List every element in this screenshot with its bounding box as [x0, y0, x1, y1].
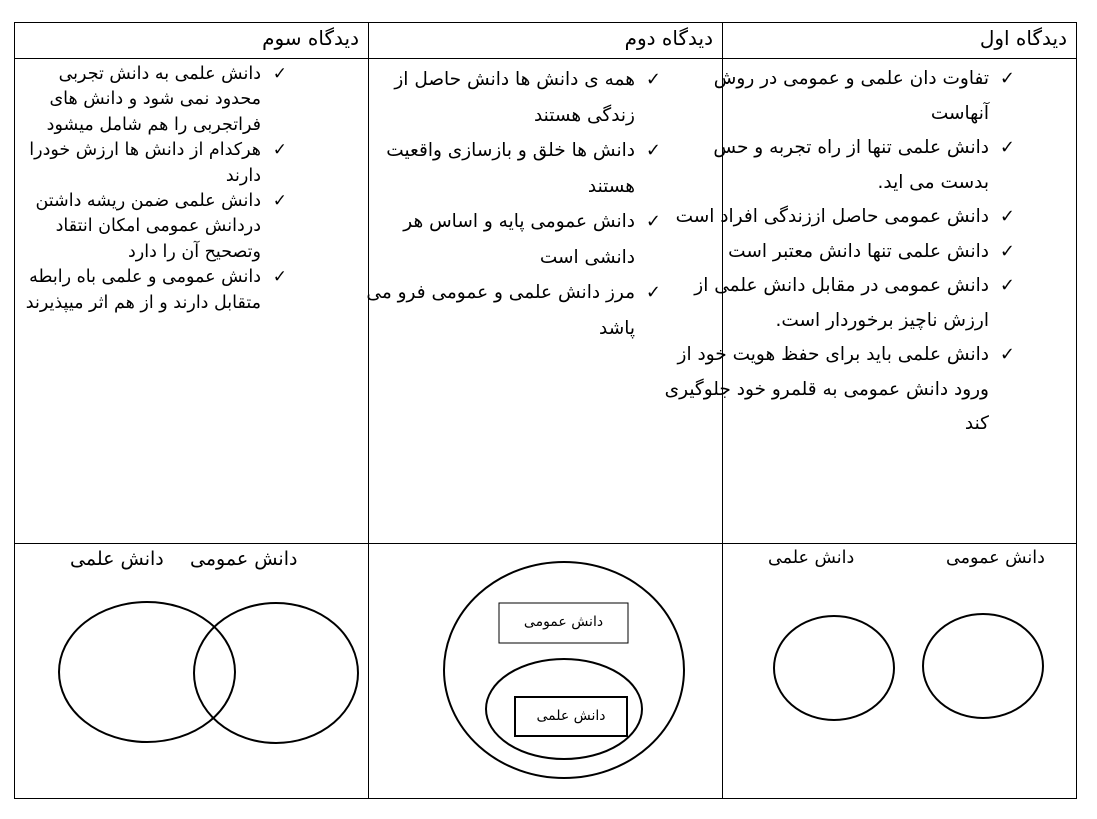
check-icon: ✓: [999, 240, 1015, 262]
header-second-view: دیدگاه دوم: [624, 26, 713, 50]
list-item: ✓ دانش عمومی و علمی باه رابطه متقابل دارند و از هم اثر میپذیرند: [25, 267, 287, 313]
check-icon: ✓: [645, 211, 661, 232]
second-diagram-outer-ellipse: [444, 562, 684, 778]
third-diagram-public-circle: [59, 602, 235, 742]
header-first-view: دیدگاه اول: [979, 26, 1067, 50]
list-item: ✓ دانش عمومی در مقابل دانش علمی از ارزش ناچیز برخوردار است.: [659, 269, 1015, 338]
first-diagram-public-circle: [923, 614, 1043, 718]
check-icon: ✓: [999, 206, 1015, 227]
list-item: ✓ هرکدام از دانش ها ارزش خودرا دارند: [29, 140, 287, 186]
list-item: ✓ دانش علمی تنها دانش معتبر است: [659, 235, 1015, 270]
second-diagram-scientific-label: دانش علمی: [536, 708, 606, 724]
header-third-view: دیدگاه سوم: [262, 26, 359, 50]
first-diagram-scientific-circle: [774, 616, 894, 720]
check-icon: ✓: [272, 191, 287, 212]
first-diagram-label-scientific: دانش علمی: [768, 548, 855, 568]
check-icon: ✓: [999, 275, 1015, 296]
list-item: ✓ دانش علمی ضمن ریشه داشتن دردانش عمومی امکان انتقاد وتصحیح آن را دارد: [35, 191, 287, 262]
list-item: ✓ دانش علمی تنها از راه تجربه و حس بدست می اید.: [659, 131, 1015, 200]
list-item: ✓ مرز دانش علمی و عمومی فرو می پاشد: [361, 275, 661, 346]
list-item: ✓ تفاوت دان علمی و عمومی در روش آنهاست: [659, 62, 1015, 131]
list-item: ✓ دانش ها خلق و بازسازی واقعیت هستند: [361, 133, 661, 204]
check-icon: ✓: [645, 69, 661, 90]
third-diagram-label-scientific: دانش علمی: [70, 548, 164, 570]
list-item: ✓ همه ی دانش ها دانش حاصل از زندگی هستند: [361, 62, 661, 133]
check-icon: ✓: [272, 140, 287, 161]
list-item: ✓ دانش عمومی حاصل اززندگی افراد است: [659, 200, 1015, 235]
list-item: ✓ دانش علمی باید برای حفظ هویت خود از ورود دانش عمومی به قلمرو خود جلوگیری کند: [659, 338, 1015, 442]
list-item: ✓ دانش عمومی پایه و اساس هر دانشی است: [361, 204, 661, 275]
third-diagram-label-public: دانش عمومی: [190, 548, 298, 570]
check-icon: ✓: [272, 64, 287, 84]
check-icon: ✓: [645, 282, 661, 303]
third-diagram-scientific-circle: [194, 603, 358, 743]
check-icon: ✓: [999, 68, 1015, 89]
check-icon: ✓: [999, 344, 1015, 365]
check-icon: ✓: [999, 137, 1015, 158]
check-icon: ✓: [645, 140, 661, 161]
first-diagram-label-public: دانش عمومی: [946, 548, 1045, 568]
list-item: ✓ دانش علمی به دانش تجربی محدود نمی شود و دانش های فراتجربی را هم شامل میشود: [46, 64, 287, 135]
check-icon: ✓: [272, 267, 287, 288]
second-diagram-public-label: دانش عمومی: [523, 614, 604, 630]
